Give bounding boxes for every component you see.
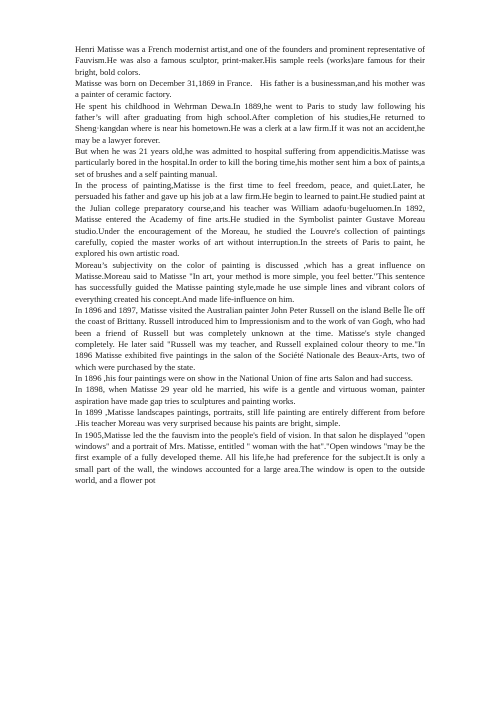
paragraph-1898: In 1898, when Matisse 29 year old he married, his wife is a gentle and virtuous woman, painter aspiration have made gap tries to sculptures and painting works. xyxy=(75,384,425,406)
paragraph-1896: In 1896 ,his four paintings were on show in the National Union of fine arts Salon and had success. xyxy=(75,372,413,383)
paragraph-birth: Matisse was born on December 31,1869 in France. His father is a businessman,and his mother was a painter of ceramic factory. xyxy=(75,78,425,100)
article-body xyxy=(75,44,425,486)
paragraph-1905: In 1905,Matisse led the the fauvism into the people's field of vision. In that salon he displayed "open windows" and a portrait of Mrs. Matisse, entitled " woman with the hat"."Open windows "may be the first example of a fully developed theme. All his life,he had preference for the subject.It is only a small part of the wall, the windows accounted for a large area.The window is open to the outside world, and a flower pot xyxy=(75,429,425,486)
paragraph-hospital: But when he was 21 years old,he was admitted to hospital suffering from appendicitis.Matisse was particularly bored in the hospital.In order to kill the boring time,his mother sent him a box of paints,a set of brushes and a self painting manual. xyxy=(75,146,425,179)
paragraph-painting-start: In the process of painting,Matisse is the first time to feel freedom, peace, and quiet.Later, he persuaded his father and gave up his job at a law firm.He begin to learned to paint.He studied paint at the Julian college preparatory course,and his teacher was William adaofu·bugeluomen.In 1892, Matisse entered the Academy of fine arts.He studied in the Symbolist painter Gustave Moreau studio.Under the encouragement of the Moreau, he studied the Louvre's collection of paintings carefully, copied the master works of art without interruption.In the streets of Paris to paint, he explored his own artistic road. xyxy=(75,180,425,259)
paragraph-intro: Henri Matisse was a French modernist artist,and one of the founders and prominent representative of Fauvism.He was also a famous sculptor, print-maker.His sample reels (works)are famous for their bright, bold colors. xyxy=(75,44,425,77)
paragraph-russell: In 1896 and 1897, Matisse visited the Australian painter John Peter Russell on the island Belle Île off the coast of Brittany. Russell introduced him to Impressionism and to the work of van Gogh, who had been a friend of Russell but was completely unknown at the time. Matisse's style changed completely. He later said "Russell was my teacher, and Russell explained colour theory to me."In 1896 Matisse exhibited five paintings in the salon of the Société Nationale des Beaux-Arts, two of which were purchased by the state. xyxy=(75,304,425,372)
paragraph-1899: In 1899 ,Matisse landscapes paintings, portraits, still life painting are entirely different from before .His teacher Moreau was very surprised because his paints are bright, simple. xyxy=(75,407,425,429)
paragraph-childhood: He spent his childhood in Wehrman Dewa.In 1889,he went to Paris to study law following his father’s will after graduating from high school.After completion of his studies,He returned to Sheng·kangdan where is near his hometown.He was a clerk at a law firm.If it was not an accident,he may be a lawyer forever. xyxy=(75,100,425,145)
paragraph-moreau: Moreau’s subjectivity on the color of painting is discussed ,which has a great influence on Matisse.Moreau said to Matisse "In art, your method is more simple, you feel better."This sentence has successfully guided the Matisse painting style,made he use simple lines and vibrant colors of everything created his concept.And made life-influence on him. xyxy=(75,259,425,304)
